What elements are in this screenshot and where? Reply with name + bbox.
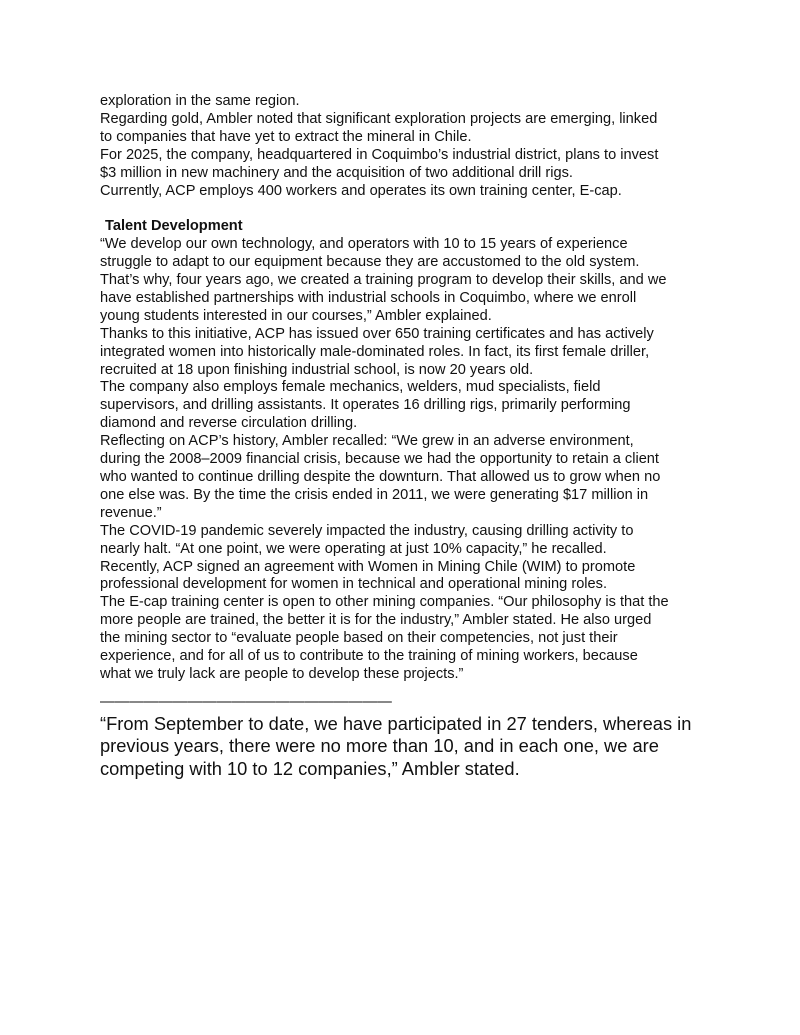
section-paragraph: Thanks to this initiative, ACP has issued over 650 training certificates and has actively integrated women into historically male-dominated roles. In fact, its first female driller, recruited at 18 upon finishing industrial school, is now 20 years old. bbox=[100, 325, 654, 378]
document-page bbox=[100, 93, 710, 780]
section-paragraph: Reflecting on ACP’s history, Ambler recalled: “We grew in an adverse environment, during the 2008–2009 financial crisis, because we had the opportunity to retain a client who wanted to continue drilling despite the downturn. That allowed us to grow when no one else was. By the time the crisis ended in 2011, we were generating $17 million in revenue.” bbox=[100, 433, 661, 521]
intro-paragraph: Regarding gold, Ambler noted that significant exploration projects are emerging, linked to companies that have yet to extract the mineral in Chile. bbox=[100, 110, 658, 145]
section-paragraph: “We develop our own technology, and operators with 10 to 15 years of experience struggle to adapt to our equipment because they are accustomed to the old system. That’s why, four years ago, we created a training program to develop their skills, and we have established partnerships with industrial schools in Coquimbo, where we enroll young students interested in our courses,” Ambler explained. bbox=[100, 236, 667, 324]
section-heading: Talent Development bbox=[105, 218, 243, 235]
section-paragraph: The company also employs female mechanics, welders, mud specialists, field supervisors, and drilling assistants. It operates 16 drilling rigs, primarily performing diamond and reverse circulation drilling. bbox=[100, 379, 631, 432]
section-paragraph: The COVID-19 pandemic severely impacted the industry, causing drilling activity to nearly halt. “At one point, we were operating at just 10% capacity,” he recalled. bbox=[100, 522, 634, 557]
article-body bbox=[100, 93, 710, 684]
intro-paragraph: exploration in the same region. bbox=[100, 93, 300, 109]
pull-quote: “From September to date, we have participated in 27 tenders, whereas in previous years, there were no more than 10, and in each one, we are competing with 10 to 12 companies,” Ambler stated. bbox=[100, 712, 692, 779]
intro-paragraph: For 2025, the company, headquartered in Coquimbo’s industrial district, plans to invest $3 million in new machinery and the acquisition of two additional drill rigs. bbox=[100, 146, 659, 181]
section-paragraph: The E-cap training center is open to other mining companies. “Our philosophy is that the more people are trained, the better it is for the industry,” Ambler stated. He also urged the mining sector to “evaluate people based on their competencies, not just their experience, and for all of us to contribute to the training of mining workers, because what we truly lack are people to develop these projects.” bbox=[100, 594, 669, 682]
section-divider: ———————————————————— bbox=[100, 693, 392, 710]
paragraph-gap bbox=[100, 200, 710, 218]
intro-paragraph: Currently, ACP employs 400 workers and operates its own training center, E-cap. bbox=[100, 182, 622, 199]
section-paragraph: Recently, ACP signed an agreement with Women in Mining Chile (WIM) to promote professional development for women in technical and operational mining roles. bbox=[100, 558, 636, 593]
